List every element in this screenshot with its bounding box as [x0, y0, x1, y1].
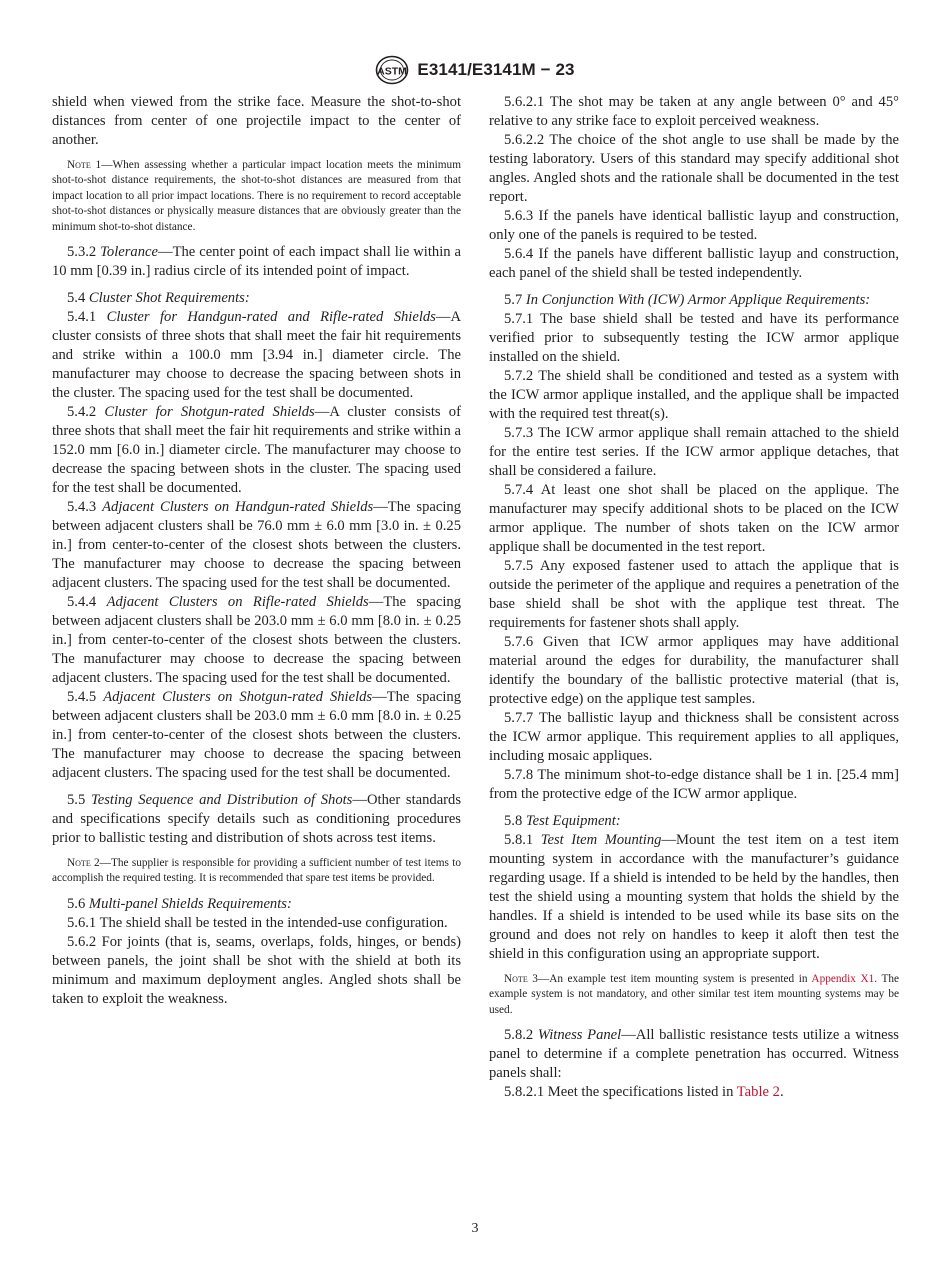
note-text: —When assessing whether a particular impact location meets the minimum shot-to-shot distance requirements, the shot-to-shot distances are measured from that impact location to all prior impact locations. There is no requirement to record acceptable shot-to-shot distances or physically measure distances that are obviously greater than the minimum shot-to-shot distance.: [52, 159, 461, 233]
appendix-x1-link[interactable]: Appendix X1: [811, 973, 875, 985]
section-5-5: 5.5 Testing Sequence and Distribution of Shots—Other standards and specifications specify details such as conditioning procedures prior to ballistic testing and distribution of shots across test items.: [52, 792, 462, 847]
note-label: Note 1: [67, 159, 102, 171]
section-5-8-2: 5.8.2 Witness Panel—All ballistic resistance tests utilize a witness panel to determine if a complete penetration has occurred. Witness panels shall:: [489, 1027, 899, 1082]
section-5-6-heading: 5.6 Multi-panel Shields Requirements:: [67, 895, 292, 912]
astm-logo-icon: [375, 55, 409, 85]
section-5-6-2: 5.6.2 For joints (that is, seams, overlaps, folds, hinges, or bends) between panels, the joint shall be shot with the shield at both its minimum and maximum deployment angles. Angled shots shall be taken to exploit the weakness.: [52, 933, 461, 1007]
section-5-7-2: 5.7.2 The shield shall be conditioned and tested as a system with the ICW armor applique installed, and the applique shall be impacted with the required test threat(s).: [489, 368, 899, 422]
section-5-7-heading: 5.7 In Conjunction With (ICW) Armor Applique Requirements:: [504, 292, 871, 308]
section-5-3-2: 5.3.2 Tolerance—The center point of each impact shall lie within a 10 mm [0.39 in.] radius circle of its intended point of impact.: [52, 244, 461, 280]
section-5-4-3: 5.4.3 Adjacent Clusters on Handgun-rated Shields—The spacing between adjacent clusters shall be 76.0 mm ± 6.0 mm [3.0 in. ± 0.25 in.] from center-to-center of the closest shots between the clusters. The manufacturer may choose to decrease the spacing between adjacent clusters. The spacing used for the test shall be documented.: [52, 499, 461, 592]
svg-text:ASTM: ASTM: [377, 65, 408, 78]
note-label: Note 3: [504, 973, 538, 985]
note-label: Note 2: [67, 857, 100, 870]
section-5-6-4: 5.6.4 If the panels have different ballistic layup and construction, each panel of the shield shall be tested independently.: [489, 246, 899, 281]
standard-designation: E3141/E3141M − 23: [417, 60, 575, 79]
section-5-7-5: 5.7.5 Any exposed fastener used to attach the applique that is outside the perimeter of the applique and requires a penetration of the base shield shall be shot with the applique test threat. The requirements for fastener shots shall apply.: [489, 558, 899, 631]
section-5-7-6: 5.7.6 Given that ICW armor appliques may have additional material around the edges for durability, the manufacturer shall identify the boundary of the ballistic protective material (that is, protective edge) on the applique test samples.: [489, 634, 899, 707]
section-5-8-1: 5.8.1 Test Item Mounting—Mount the test item on a test item mounting system in accordance with the manufacturer’s guidance regarding usage. If a shield is intended to be held by the handles, then test the shield using a mounting system that holds the shield by the handles. If a shield is intended to be used while its base sits on the ground and does not rely on handles to keep it aloft then test the shield in this configuration using an appropriate support.: [489, 832, 899, 962]
note-2: [52, 856, 461, 887]
right-column: [489, 93, 899, 1102]
page-number: 3: [471, 1221, 479, 1236]
table-2-link[interactable]: Table 2: [736, 1084, 780, 1101]
section-5-7-7: 5.7.7 The ballistic layup and thickness shall be consistent across the ICW armor applique. This requirement applies to all appliques, including mosaic appliques.: [489, 710, 899, 764]
section-5-8-2-1: 5.8.2.1 Meet the specifications listed in Table 2.: [504, 1084, 784, 1101]
section-5-7-1: 5.7.1 The base shield shall be tested and have its performance verified prior to subsequently testing the ICW armor applique installed on the shield.: [489, 311, 899, 365]
section-5-4-heading: 5.4 Cluster Shot Requirements:: [67, 290, 250, 307]
section-5-7-8: 5.7.8 The minimum shot-to-edge distance shall be 1 in. [25.4 mm] from the protective edge of the ICW armor applique.: [489, 767, 899, 802]
section-5-6-3: 5.6.3 If the panels have identical ballistic layup and construction, only one of the panels is required to be tested.: [489, 208, 899, 243]
section-5-7-3: 5.7.3 The ICW armor applique shall remain attached to the shield for the entire test series. If the ICW armor applique detaches, that shall be considered a failure.: [489, 425, 899, 479]
note-text: —The supplier is responsible for providing a sufficient number of test items to accomplish the required testing. It is recommended that spare test items be provided.: [52, 857, 462, 885]
section-5-6-2-1: 5.6.2.1 The shot may be taken at any angle between 0° and 45° relative to any strike face to exploit perceived weakness.: [489, 94, 899, 129]
section-5-6-2-2: 5.6.2.2 The choice of the shot angle to use shall be made by the testing laboratory. Users of this standard may specify additional shot angles. Angled shots and the rationale shall be documented in the test report.: [489, 132, 899, 205]
left-column: [52, 93, 461, 1009]
section-5-4-2: 5.4.2 Cluster for Shotgun-rated Shields—A cluster consists of three shots that shall meet the fair hit requirements and strike within a 152.0 mm [6.0 in.] diameter circle. The manufacturer may choose to decrease the spacing between shots in the cluster. The spacing used for the test shall be documented.: [52, 404, 461, 497]
section-5-4-1: 5.4.1 Cluster for Handgun-rated and Rifle-rated Shields—A cluster consists of three shots that shall meet the fair hit requirements and strike within a 100.0 mm [3.94 in.] diameter circle. The manufacturer may choose to decrease the spacing between shots in the cluster. The spacing used for the test shall be documented.: [52, 309, 461, 402]
page-header: [0, 55, 950, 85]
section-5-4-4: 5.4.4 Adjacent Clusters on Rifle-rated Shields—The spacing between adjacent clusters shall be 203.0 mm ± 6.0 mm [8.0 in. ± 0.25 in.] from center-to-center of the closest shots between the clusters. The manufacturer may choose to decrease the spacing between adjacent clusters. The spacing used for the test shall be documented.: [52, 594, 461, 687]
section-5-6-1: 5.6.1 The shield shall be tested in the intended-use configuration.: [67, 914, 448, 931]
section-5-7-4: 5.7.4 At least one shot shall be placed on the applique. The manufacturer may specify additional shots to be placed on the ICW armor applique. The number of shots taken on the ICW armor applique shall be documented in the test report.: [489, 482, 899, 555]
paragraph-continuation: shield when viewed from the strike face. Measure the shot-to-shot distances from center of one projectile impact to the center of another.: [52, 94, 461, 148]
section-5-4-5: 5.4.5 Adjacent Clusters on Shotgun-rated Shields—The spacing between adjacent clusters shall be 203.0 mm ± 6.0 mm [8.0 in. ± 0.25 in.] from center-to-center of the closest shots between the clusters. The manufacturer may choose to decrease the spacing between adjacent clusters. The spacing used for the test shall be documented.: [52, 689, 461, 782]
note-3: Note 3—An example test item mounting system is presented in Appendix X1. The example system is not mandatory, and other similar test item mounting systems may be used.: [489, 973, 900, 1016]
note-1: [52, 158, 461, 235]
section-5-8-heading: 5.8 Test Equipment:: [504, 813, 621, 829]
